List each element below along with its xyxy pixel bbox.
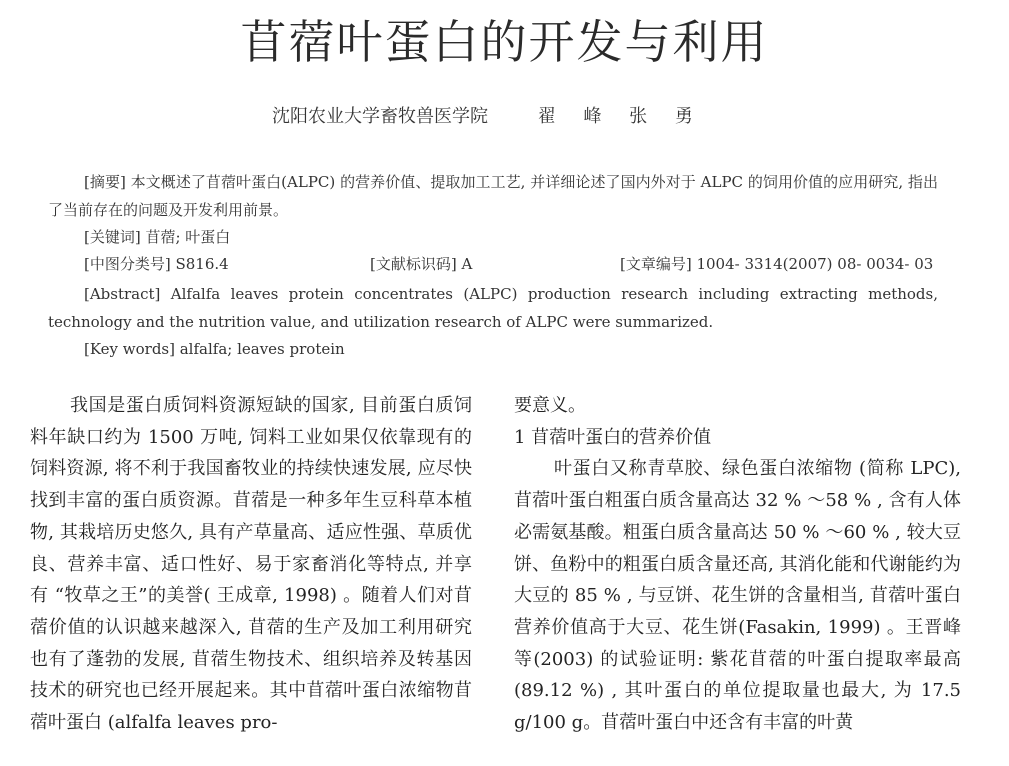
body-paragraph-continued: 要意义。	[514, 395, 586, 416]
body-column-left	[30, 390, 472, 739]
clc-number: [中图分类号] S816.4	[84, 255, 229, 273]
section-heading: 1 苜蓿叶蛋白的营养价值	[514, 426, 712, 448]
article-title: 苜蓿叶蛋白的开发与利用	[240, 15, 769, 69]
keywords-en: [Key words] alfalfa; leaves protein	[84, 340, 345, 358]
author-line	[272, 102, 695, 128]
affiliation: 沈阳农业大学畜牧兽医学院	[272, 106, 488, 127]
front-matter	[48, 169, 938, 252]
author-names: 翟 峰 张 勇	[537, 106, 695, 127]
document-code: [文献标识码] A	[370, 255, 473, 273]
body-column-right	[514, 390, 961, 739]
body-paragraph: 我国是蛋白质饲料资源短缺的国家, 目前蛋白质饲料年缺口约为 1500 万吨, 饲料工业如果仅依靠现有的饲料资源, 将不利于我国畜牧业的持续快速发展, 应尽快找到丰富的蛋白质资源。苜蓿是一种多年生豆科草本植物, 其栽培历史悠久, 具有产草量高、适应性强、草质优良、营养丰富、适口性好、易于家畜消化等特点, 并享有 “牧草之王”的美誉( 王成章, 1998) 。随着人们对苜蓿价值的认识越来越深入, 苜蓿的生产及加工利用研究也有了蓬勃的发展, 苜蓿生物技术、组织培养及转基因技术的研究也已经开展起来。其中苜蓿叶蛋白浓缩物苜蓿叶蛋白 (alfalfa leaves pro-	[30, 395, 472, 734]
body-paragraph: 叶蛋白又称青草胶、绿色蛋白浓缩物 (简称 LPC), 苜蓿叶蛋白粗蛋白质含量高达 32 % ～58 % , 含有人体必需氨基酸。粗蛋白质含量高达 50 % ～60 % , 较大豆饼、鱼粉中的粗蛋白质含量还高, 其消化能和代谢能约为大豆的 85 % , 与豆饼、花生饼的含量相当, 苜蓿叶蛋白营养价值高于大豆、花生饼(Fasakin, 1999) 。王晋峰等(2003) 的试验证明: 紫花苜蓿的叶蛋白提取率最高(89.12 %) , 其叶蛋白的单位提取量也最大, 为 17.5 g/100 g。苜蓿叶蛋白中还含有丰富的叶黄	[514, 458, 961, 734]
front-matter-en	[48, 281, 938, 364]
abstract-en: [Abstract] Alfalfa leaves protein concentrates (ALPC) production research including extracting methods, technology and the nutrition value, and utilization research of ALPC were summarized.	[48, 285, 938, 331]
keywords-cn: [关键词] 苜蓿; 叶蛋白	[84, 228, 231, 246]
abstract-cn: [摘要] 本文概述了苜蓿叶蛋白(ALPC) 的营养价值、提取加工工艺, 并详细论述了国内外对于 ALPC 的饲用价值的应用研究, 指出了当前存在的问题及开发利用前景。	[48, 173, 938, 219]
article-number: [文章编号] 1004- 3314(2007) 08- 0034- 03	[620, 255, 934, 273]
